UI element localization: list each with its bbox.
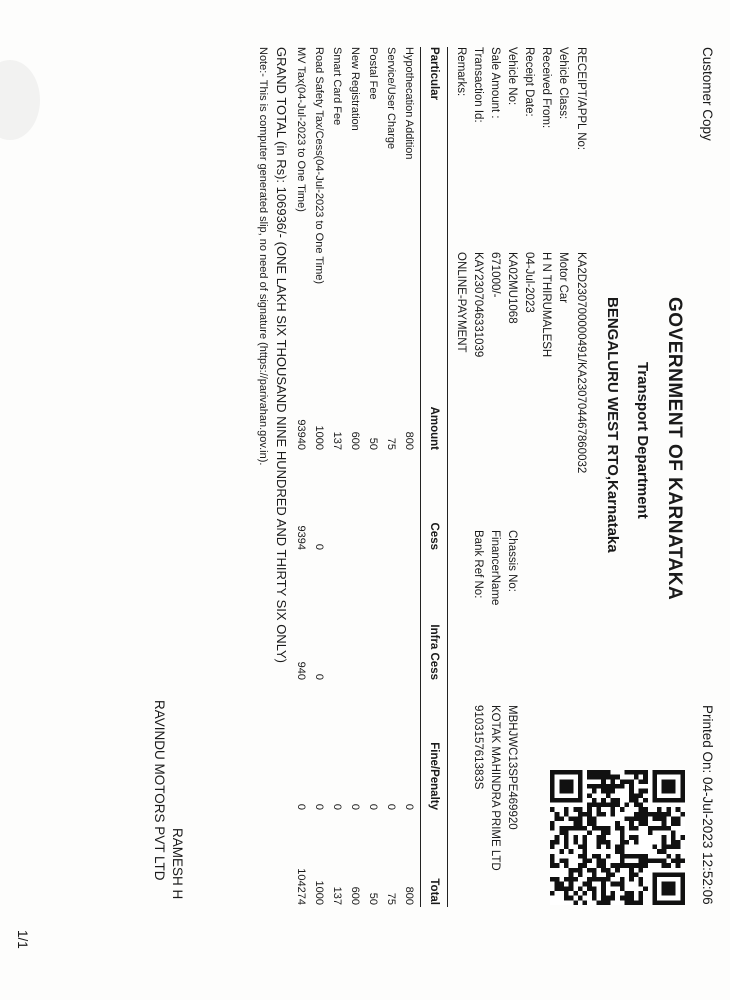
table-row-total: 1000: [313, 880, 325, 905]
table-row-particular: Road Safety Tax/Cess(04-Jul-2023 to One Time): [313, 47, 325, 285]
table-row-amount: 600: [349, 431, 361, 450]
receipt-date-label: Receipt Date:: [523, 47, 535, 117]
col-header-particular: Particular: [428, 47, 440, 101]
receipt-date-value: 04-Jul-2023: [523, 252, 535, 313]
page-number: 1/1: [15, 930, 30, 949]
table-row-fine: 0: [403, 803, 415, 810]
col-header-fine-penalty: Fine/Penalty: [428, 742, 440, 810]
table-row-fine: 0: [295, 803, 307, 810]
remarks-value: ONLINE-PAYMENT: [455, 252, 467, 353]
printed-on: Printed On: 04-Jul-2023 12:52:06: [700, 705, 715, 905]
col-header-amount: Amount: [428, 406, 440, 450]
table-row-amount: 137: [331, 431, 343, 450]
col-header-cess: Cess: [428, 522, 440, 550]
sale-amount-value: 671000/-: [489, 252, 501, 298]
table-row-particular: New Registration: [349, 47, 361, 131]
table-row-fine: 0: [367, 803, 379, 810]
table-row-total: 50: [367, 892, 379, 905]
bank-ref-label: Bank Ref No:: [472, 530, 484, 599]
financer-name-value: KOTAK MAHINDRA PRIME LTD: [489, 705, 501, 871]
grand-total: GRAND TOTAL (in Rs): 106936/- (ONE LAKH SIX THOUSAND NINE HUNDRED AND THIRTY SIX ONLY): [274, 47, 289, 663]
table-row-total: 104274: [295, 868, 307, 905]
government-title: GOVERNMENT OF KARNATAKA: [664, 297, 685, 601]
table-row-fine: 0: [331, 803, 343, 810]
table-row-total: 137: [331, 886, 343, 905]
table-row-particular: Smart Card Fee: [331, 47, 343, 126]
table-row-amount: 75: [385, 437, 397, 450]
vehicle-class-value: Motor Car: [557, 252, 569, 304]
vehicle-class-label: Vehicle Class:: [557, 47, 569, 120]
table-row-particular: Service/User Charge: [385, 47, 397, 150]
table-row-cess: 0: [313, 543, 325, 550]
chassis-no-value: MBHJWC13SPE469920: [506, 705, 518, 830]
table-row-infra-cess: 0: [313, 673, 325, 680]
signatory-company: RAVINDU MOTORS PVT LTD: [152, 700, 167, 881]
table-top-rule: [447, 47, 448, 907]
col-header-infra-cess: Infra Cess: [428, 624, 440, 680]
table-row-amount: 93940: [295, 419, 307, 450]
received-from-label: Received From:: [540, 47, 552, 129]
receipt-label: RECEIPT/APPL No:: [575, 47, 587, 151]
signatory-name: RAMESH H: [170, 828, 185, 900]
computer-generated-note: Note:- This is computer generated slip, no need of signature (https://parivahan.gov.in).: [257, 47, 269, 466]
financer-name-label: FinancerName: [489, 530, 501, 606]
received-from-value: H N THIRUMALESH: [540, 252, 552, 358]
remarks-label: Remarks:: [455, 47, 467, 97]
copy-label: Customer Copy: [700, 47, 715, 141]
table-row-infra-cess: 940: [295, 661, 307, 680]
table-row-particular: Postal Fee: [367, 47, 379, 100]
col-header-total: Total: [428, 878, 440, 905]
table-row-fine: 0: [385, 803, 397, 810]
table-row-cess: 9394: [295, 525, 307, 550]
table-row-total: 75: [385, 892, 397, 905]
sale-amount-label: Sale Amount :: [489, 47, 501, 119]
receipt-appl-number: KA2D230700000491/KA230704467860032: [575, 252, 587, 474]
office-title: BENGALURU WEST RTO,Karnataka: [604, 297, 621, 553]
chassis-no-label: Chassis No:: [506, 530, 518, 592]
table-row-particular: MV Tax(04-Jul-2023 to One Time): [295, 47, 307, 212]
qr-code: [550, 770, 685, 905]
bank-ref-value: 910315761383S: [472, 705, 484, 790]
transaction-id-value: KAY2307046331039: [472, 252, 484, 358]
table-row-total: 600: [349, 886, 361, 905]
vehicle-no-value: KA02MU1068: [506, 252, 518, 324]
table-row-particular: Hypothecation Addition: [403, 47, 415, 160]
table-row-amount: 1000: [313, 425, 325, 450]
vehicle-no-label: Vehicle No:: [506, 47, 518, 106]
transaction-id-label: Transaction Id:: [472, 47, 484, 123]
table-row-amount: 800: [403, 431, 415, 450]
department-title: Transport Department: [634, 362, 651, 519]
table-row-fine: 0: [349, 803, 361, 810]
table-row-amount: 50: [367, 437, 379, 450]
table-row-total: 800: [403, 886, 415, 905]
table-row-fine: 0: [313, 803, 325, 810]
table-header-rule: [420, 47, 421, 907]
